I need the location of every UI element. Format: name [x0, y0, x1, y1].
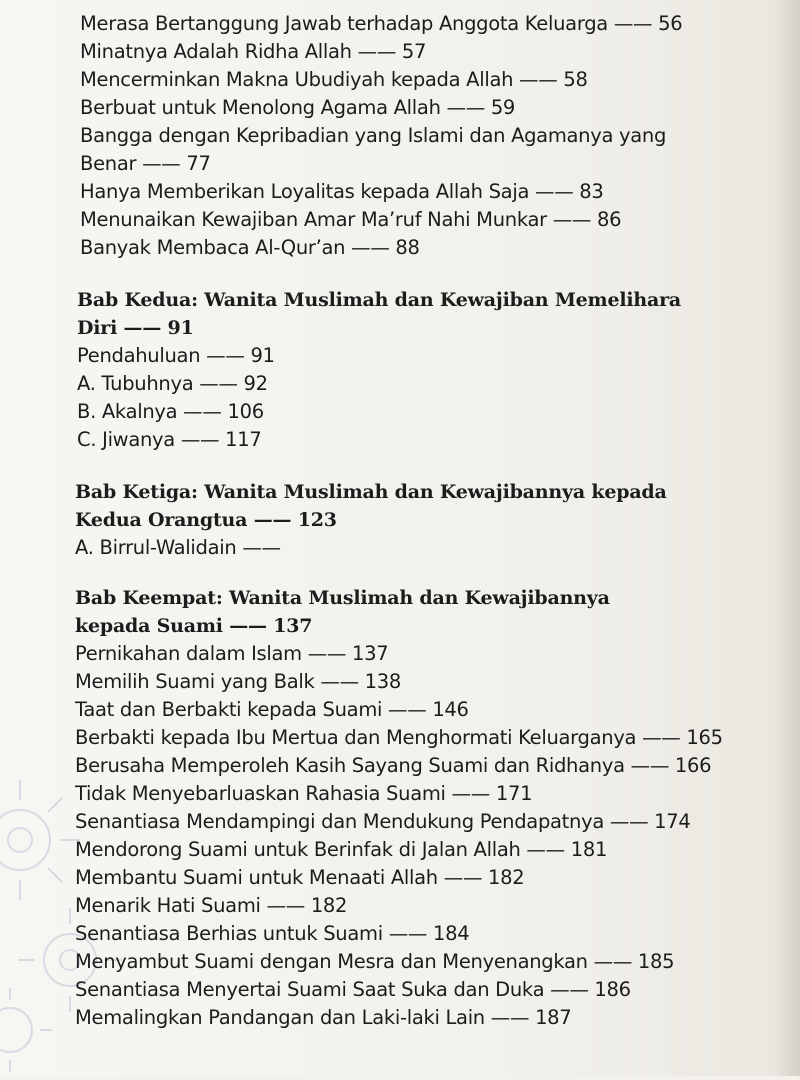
toc-entry: Menunaikan Kewajiban Amar Ma’ruf Nahi Munkar —— 86: [80, 208, 622, 231]
toc-entry: Hanya Memberikan Loyalitas kepada Allah Saja —— 83: [80, 180, 604, 203]
toc-entry: Pernikahan dalam Islam —— 137: [75, 642, 389, 665]
toc-entry: Bangga dengan Kepribadian yang Islami dan Agamanya yang: [80, 124, 667, 147]
chapter-heading-continued: Kedua Orangtua —— 123: [75, 509, 337, 531]
toc-entry: Membantu Suami untuk Menaati Allah —— 182: [75, 866, 525, 889]
bab-keempat-section: [70, 584, 770, 1032]
chapter-heading: Bab Kedua: Wanita Muslimah dan Kewajiban Memelihara: [77, 289, 682, 311]
toc-entry: Tidak Menyebarluaskan Rahasia Suami —— 171: [75, 782, 533, 805]
toc-entry: Merasa Bertanggung Jawab terhadap Anggota Keluarga —— 56: [80, 12, 683, 35]
page-edge-shadow: [774, 0, 800, 1076]
toc-entry: Benar —— 77: [80, 152, 211, 175]
toc-entry: Minatnya Adalah Ridha Allah —— 57: [80, 40, 427, 63]
toc-entry: Menyambut Suami dengan Mesra dan Menyenangkan —— 185: [75, 950, 675, 973]
toc-entry: Berusaha Memperoleh Kasih Sayang Suami dan Ridhanya —— 166: [75, 754, 712, 777]
toc-entry: A. Tubuhnya —— 92: [77, 372, 268, 395]
toc-entry: Banyak Membaca Al-Qur’an —— 88: [80, 236, 420, 259]
toc-entry: Senantiasa Berhias untuk Suami —— 184: [75, 922, 470, 945]
toc-entry: Pendahuluan —— 91: [77, 344, 275, 367]
toc-entry: Taat dan Berbakti kepada Suami —— 146: [75, 698, 469, 721]
chapter-heading: Bab Keempat: Wanita Muslimah dan Kewajibannya: [75, 587, 610, 609]
toc-entry: Memilih Suami yang Balk —— 138: [75, 670, 402, 693]
toc-entry: Berbuat untuk Menolong Agama Allah —— 59: [80, 96, 516, 119]
table-of-contents: [70, 10, 770, 1032]
toc-entry: Menarik Hati Suami —— 182: [75, 894, 348, 917]
bab-ketiga-section: [70, 478, 770, 562]
chapter-heading-continued: kepada Suami —— 137: [75, 615, 313, 637]
toc-entry: Senantiasa Mendampingi dan Mendukung Pendapatnya —— 174: [75, 810, 691, 833]
toc-entry: A. Birrul-Walidain ——: [75, 536, 281, 559]
toc-entry: C. Jiwanya —— 117: [77, 428, 262, 451]
toc-entry: Berbakti kepada Ibu Mertua dan Menghormati Keluarganya —— 165: [75, 726, 723, 749]
chapter-heading: Bab Ketiga: Wanita Muslimah dan Kewajibannya kepada: [75, 481, 667, 503]
toc-entry: Memalingkan Pandangan dan Laki-laki Lain —— 187: [75, 1006, 572, 1029]
bab-kedua-section: [70, 286, 770, 454]
toc-entry: Senantiasa Menyertai Suami Saat Suka dan Duka —— 186: [75, 978, 631, 1001]
toc-entry: Mencerminkan Makna Ubudiyah kepada Allah —— 58: [80, 68, 588, 91]
toc-top-section: [70, 10, 770, 262]
toc-entry: B. Akalnya —— 106: [77, 400, 264, 423]
toc-entry: Mendorong Suami untuk Berinfak di Jalan Allah —— 181: [75, 838, 608, 861]
chapter-heading-continued: Diri —— 91: [77, 317, 194, 339]
